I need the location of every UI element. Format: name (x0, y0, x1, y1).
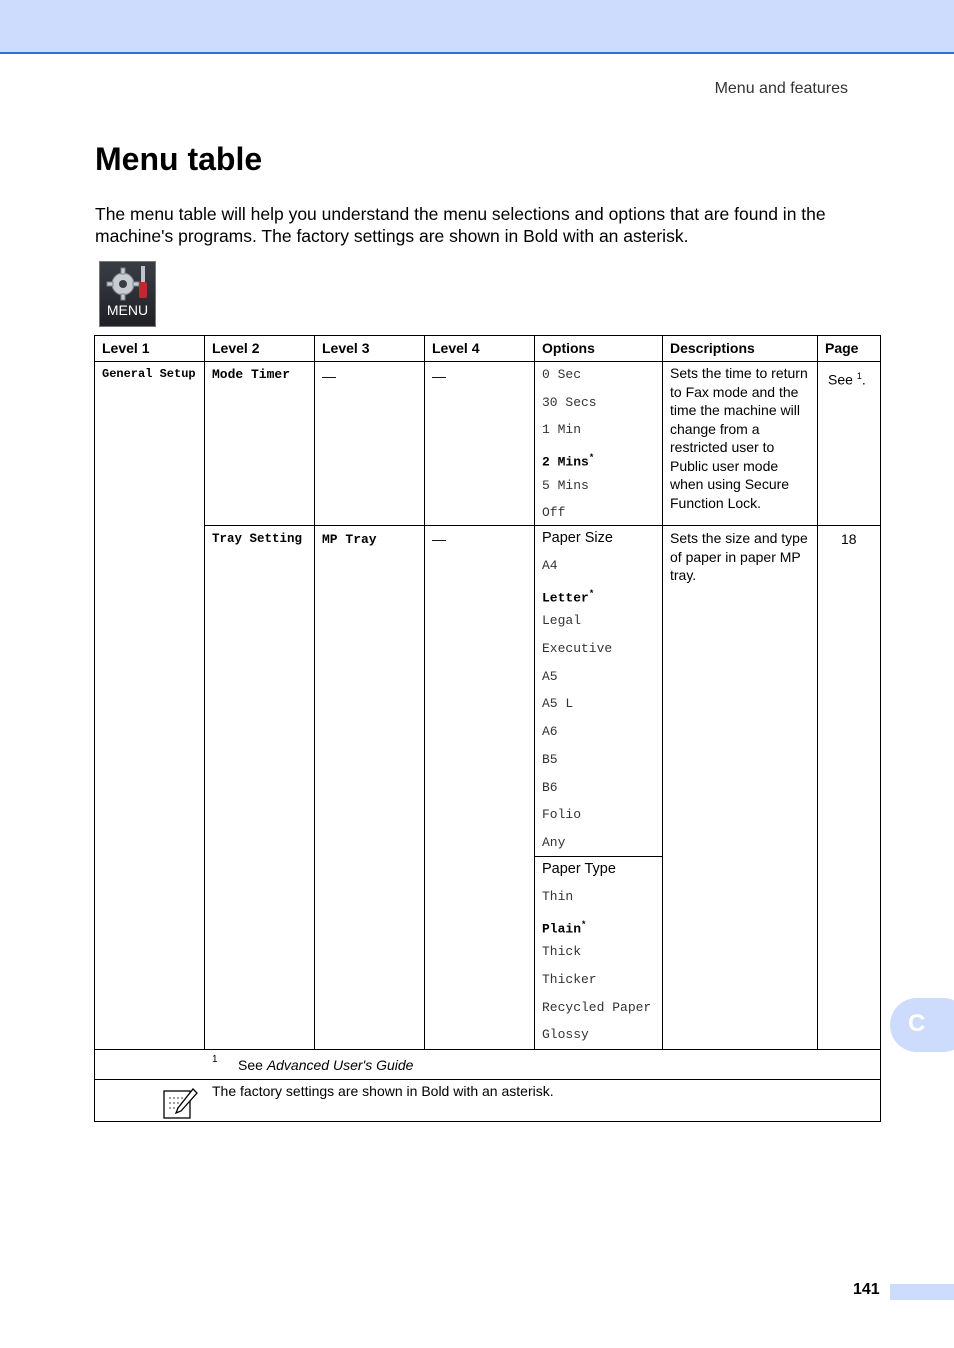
paper-type-option: Glossy (542, 1027, 589, 1043)
paper-type-option: Thicker (542, 972, 597, 988)
paper-size-option: Letter* (542, 588, 595, 606)
page-see-label: See (828, 371, 857, 388)
paper-type-option: Recycled Paper (542, 999, 652, 1015)
level3-mp-tray: MP Tray (322, 532, 377, 547)
paper-size-options (542, 528, 613, 861)
page-ref-suffix: . (861, 371, 866, 388)
tray-setting-description: Sets the size and type of paper in paper MP tray. (670, 530, 808, 583)
footnote-ref: 1 (856, 371, 862, 381)
footnote-text (238, 1056, 413, 1075)
header-level-4: Level 4 (432, 340, 480, 356)
paper-type-option: Plain* (542, 919, 587, 937)
level3-dash-1: — (322, 368, 336, 384)
page-title: Menu table (95, 141, 263, 177)
mode-timer-option: 0 Sec (542, 367, 582, 382)
menu-table (94, 335, 881, 1122)
paper-type-label: Paper Type (542, 861, 616, 877)
note-text: The factory settings are shown in Bold with an asterisk. (212, 1083, 554, 1099)
mode-timer-description: Sets the time to return to Fax mode and the time the machine will change from a restricted user to Public user mode when using Secure Function Lock. (670, 365, 808, 511)
level1-general-setup: General Setup (102, 367, 196, 381)
running-head: Menu and features (714, 80, 848, 97)
mode-timer-option: 1 Min (542, 422, 582, 438)
paper-type-option: Thin (542, 889, 574, 904)
mode-timer-option: 2 Mins* (542, 453, 595, 470)
paper-size-option: Folio (542, 807, 582, 823)
page-number: 141 (853, 1281, 880, 1298)
chapter-tab (890, 998, 954, 1052)
footnote-prefix: See (238, 1057, 267, 1073)
level2-mode-timer: Mode Timer (212, 367, 291, 382)
mode-timer-options (542, 365, 597, 531)
header-level-3: Level 3 (322, 340, 370, 356)
paper-size-option: A4 (542, 558, 558, 573)
paper-type-option: Thick (542, 944, 582, 960)
paper-size-option: B6 (542, 779, 558, 795)
paper-type-options (542, 859, 651, 1053)
tray-setting-page: 18 (841, 531, 857, 547)
footnote-number: 1 (212, 1054, 218, 1065)
footnote-guide-title: Advanced User's Guide (266, 1057, 414, 1073)
header-level-2: Level 2 (212, 340, 260, 356)
header-options: Options (542, 340, 595, 356)
header-level-1: Level 1 (102, 340, 150, 356)
paper-size-option: Legal (542, 613, 582, 629)
chapter-tab-letter: C (908, 1010, 926, 1037)
level2-tray-setting: Tray Setting (212, 532, 303, 546)
mode-timer-page (828, 367, 866, 389)
paper-size-option: A5 (542, 668, 558, 684)
intro-paragraph: The menu table will help you understand the menu selections and options that are found in the machine's programs. The factory settings are shown in Bold with an asterisk. (95, 204, 826, 246)
header-descriptions: Descriptions (670, 340, 755, 356)
level4-dash-1: — (432, 368, 446, 384)
paper-size-option: B5 (542, 751, 558, 767)
top-band (0, 0, 954, 54)
mode-timer-option: 5 Mins (542, 477, 589, 493)
note-pencil-icon (162, 1087, 198, 1119)
page-number-bar (890, 1284, 954, 1300)
menu-button-icon (99, 261, 156, 327)
paper-size-option: Any (542, 834, 566, 850)
header-page: Page (825, 340, 859, 356)
mode-timer-option: 30 Secs (542, 394, 597, 410)
level4-dash-2: — (432, 531, 446, 547)
menu-icon-label: MENU (106, 302, 149, 318)
paper-size-label: Paper Size (542, 530, 613, 546)
paper-size-option: Executive (542, 641, 613, 657)
paper-size-option: A5 L (542, 696, 574, 712)
paper-size-option: A6 (542, 724, 558, 740)
mode-timer-option: Off (542, 505, 566, 521)
